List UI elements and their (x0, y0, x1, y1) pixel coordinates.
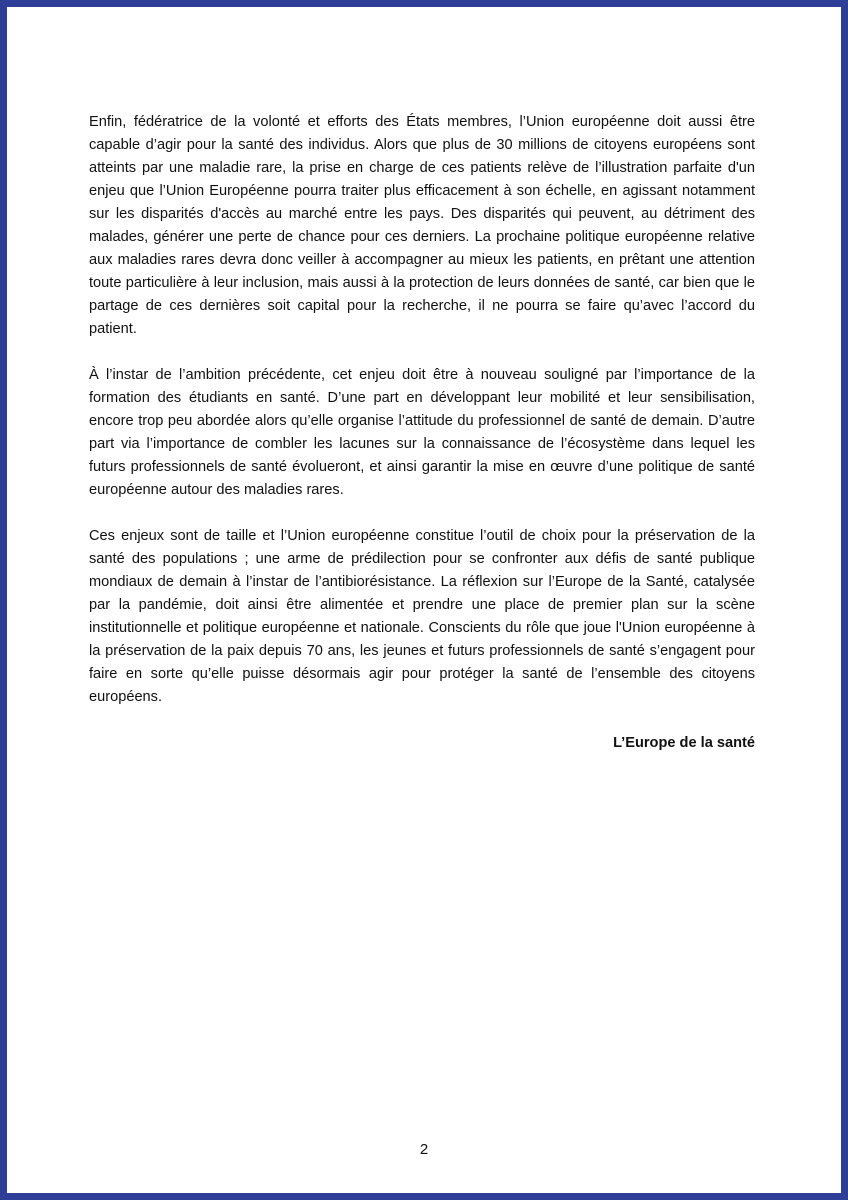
paragraph-health-europe: Ces enjeux sont de taille et l’Union européenne constitue l’outil de choix pour la préservation de la santé des populations ; une arme de prédilection pour se confronter aux défis de santé publique mondiaux de demain à l’instar de l’antibiorésistance. La réflexion sur l’Europe de la Santé, catalysée par la pandémie, doit ainsi être alimentée et prendre une place de premier plan sur la scène institutionnelle et politique européenne et nationale. Conscients du rôle que joue l'Union européenne à la préservation de la paix depuis 70 ans, les jeunes et futurs professionnels de santé s’engagent pour faire en sorte qu’elle puisse désormais agir pour protéger la santé de l’ensemble des citoyens européens. (89, 528, 755, 705)
page-number: 2 (419, 1141, 429, 1158)
signature: L’Europe de la santé (613, 735, 755, 751)
paragraph-rare-diseases: Enfin, fédératrice de la volonté et efforts des États membres, l’Union européenne doit aussi être capable d’agir pour la santé des individus. Alors que plus de 30 millions de citoyens européens sont atteints par une maladie rare, la prise en charge de ces patients relève de l’illustration parfaite d'un enjeu que l’Union Européenne pourra traiter plus efficacement à son échelle, en agissant notamment sur les disparités d'accès au marché entre les pays. Des disparités qui peuvent, au détriment des malades, générer une perte de chance pour ces derniers. La prochaine politique européenne relative aux maladies rares devra donc veiller à accompagner au mieux les patients, en prêtant une attention toute particulière à leur inclusion, mais aussi à la protection de leurs données de santé, car bien que le partage de ces dernières soit capital pour la recherche, il ne pourra se faire qu’avec l’accord du patient. (89, 114, 755, 337)
paragraph-student-training: À l’instar de l’ambition précédente, cet enjeu doit être à nouveau souligné par l’importance de la formation des étudiants en santé. D’une part en développant leur mobilité et leur sensibilisation, encore trop peu abordée alors qu’elle organise l’attitude du professionnel de santé de demain. D’autre part via l’importance de combler les lacunes sur la connaissance de l’écosystème dans lequel les futurs professionnels de santé évolueront, et ainsi garantir la mise en œuvre d’une politique de santé européenne autour des maladies rares. (89, 367, 755, 498)
document-body (89, 111, 755, 755)
